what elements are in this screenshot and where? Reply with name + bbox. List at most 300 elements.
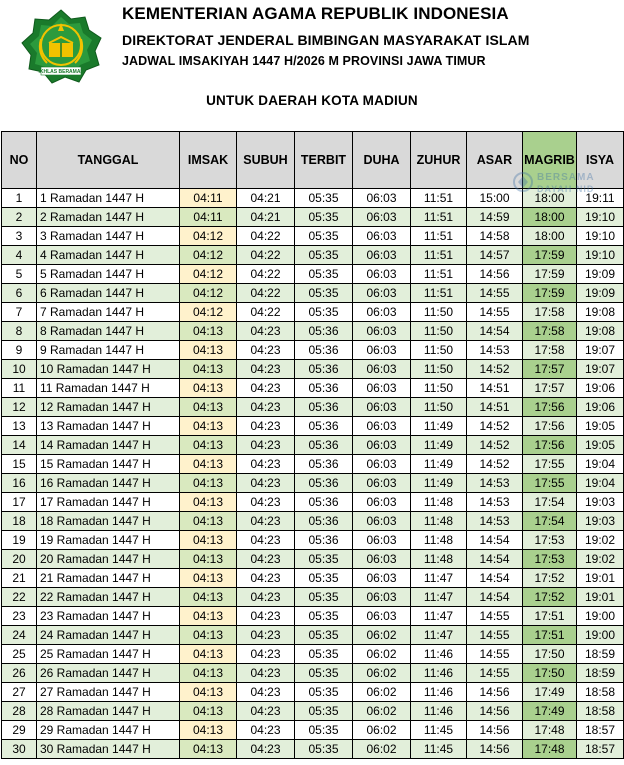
cell-magrib: 17:57 — [523, 360, 577, 379]
cell-isya: 19:05 — [577, 436, 624, 455]
cell-zuhur: 11:46 — [411, 645, 467, 664]
cell-duha: 06:03 — [353, 303, 411, 322]
cell-terbit: 05:36 — [295, 455, 353, 474]
cell-asar: 14:53 — [467, 493, 523, 512]
cell-duha: 06:02 — [353, 721, 411, 740]
cell-zuhur: 11:51 — [411, 246, 467, 265]
cell-zuhur: 11:49 — [411, 417, 467, 436]
table-row — [2, 721, 624, 740]
imsakiyah-table — [1, 131, 624, 759]
cell-terbit: 05:35 — [295, 683, 353, 702]
cell-imsak: 04:13 — [180, 322, 237, 341]
ministry-title: KEMENTERIAN AGAMA REPUBLIK INDONESIA — [122, 4, 509, 23]
cell-duha: 06:02 — [353, 645, 411, 664]
cell-tanggal: 5 Ramadan 1447 H — [37, 265, 180, 284]
table-row — [2, 303, 624, 322]
cell-subuh: 04:23 — [237, 645, 295, 664]
cell-tanggal: 14 Ramadan 1447 H — [37, 436, 180, 455]
cell-magrib: 17:49 — [523, 683, 577, 702]
cell-asar: 14:52 — [467, 360, 523, 379]
cell-tanggal: 2 Ramadan 1447 H — [37, 208, 180, 227]
cell-subuh: 04:23 — [237, 740, 295, 759]
cell-imsak: 04:13 — [180, 379, 237, 398]
cell-asar: 14:52 — [467, 436, 523, 455]
cell-terbit: 05:35 — [295, 303, 353, 322]
cell-magrib: 17:52 — [523, 569, 577, 588]
col-header-subuh: SUBUH — [237, 132, 295, 189]
cell-magrib: 17:58 — [523, 322, 577, 341]
cell-isya: 19:09 — [577, 265, 624, 284]
cell-zuhur: 11:50 — [411, 379, 467, 398]
cell-isya: 19:04 — [577, 455, 624, 474]
table-row — [2, 398, 624, 417]
cell-tanggal: 28 Ramadan 1447 H — [37, 702, 180, 721]
col-header-zuhur: ZUHUR — [411, 132, 467, 189]
table-row — [2, 284, 624, 303]
cell-zuhur: 11:51 — [411, 265, 467, 284]
cell-subuh: 04:22 — [237, 265, 295, 284]
cell-imsak: 04:13 — [180, 398, 237, 417]
cell-isya: 19:10 — [577, 246, 624, 265]
cell-isya: 19:03 — [577, 512, 624, 531]
cell-magrib: 18:00 — [523, 189, 577, 208]
cell-asar: 14:56 — [467, 265, 523, 284]
table-row — [2, 588, 624, 607]
cell-no: 10 — [2, 360, 37, 379]
cell-no: 9 — [2, 341, 37, 360]
cell-no: 24 — [2, 626, 37, 645]
cell-imsak: 04:13 — [180, 702, 237, 721]
table-row — [2, 474, 624, 493]
cell-no: 14 — [2, 436, 37, 455]
cell-isya: 18:59 — [577, 664, 624, 683]
cell-zuhur: 11:50 — [411, 322, 467, 341]
cell-magrib: 17:50 — [523, 645, 577, 664]
cell-duha: 06:03 — [353, 493, 411, 512]
cell-zuhur: 11:47 — [411, 607, 467, 626]
cell-subuh: 04:23 — [237, 626, 295, 645]
directorate-title: DIREKTORAT JENDERAL BIMBINGAN MASYARAKAT ISLAM — [122, 32, 530, 48]
cell-duha: 06:03 — [353, 284, 411, 303]
table-row — [2, 360, 624, 379]
table-row — [2, 702, 624, 721]
cell-magrib: 17:53 — [523, 531, 577, 550]
cell-magrib: 17:57 — [523, 379, 577, 398]
cell-asar: 14:55 — [467, 626, 523, 645]
cell-no: 3 — [2, 227, 37, 246]
cell-no: 1 — [2, 189, 37, 208]
cell-isya: 19:00 — [577, 607, 624, 626]
cell-zuhur: 11:50 — [411, 341, 467, 360]
cell-no: 18 — [2, 512, 37, 531]
cell-zuhur: 11:49 — [411, 436, 467, 455]
cell-magrib: 17:55 — [523, 455, 577, 474]
cell-subuh: 04:23 — [237, 322, 295, 341]
cell-duha: 06:03 — [353, 322, 411, 341]
cell-zuhur: 11:47 — [411, 626, 467, 645]
cell-subuh: 04:23 — [237, 455, 295, 474]
cell-no: 19 — [2, 531, 37, 550]
table-row — [2, 645, 624, 664]
cell-tanggal: 10 Ramadan 1447 H — [37, 360, 180, 379]
cell-duha: 06:03 — [353, 588, 411, 607]
cell-subuh: 04:22 — [237, 227, 295, 246]
cell-terbit: 05:35 — [295, 284, 353, 303]
cell-subuh: 04:23 — [237, 341, 295, 360]
cell-asar: 14:54 — [467, 550, 523, 569]
cell-subuh: 04:23 — [237, 721, 295, 740]
col-header-asar: ASAR — [467, 132, 523, 189]
cell-imsak: 04:12 — [180, 284, 237, 303]
cell-subuh: 04:21 — [237, 189, 295, 208]
cell-imsak: 04:12 — [180, 246, 237, 265]
cell-duha: 06:02 — [353, 702, 411, 721]
logo-text: IKHLAS BERAMAL — [38, 69, 84, 76]
table-row — [2, 493, 624, 512]
cell-duha: 06:02 — [353, 740, 411, 759]
cell-duha: 06:03 — [353, 436, 411, 455]
cell-duha: 06:02 — [353, 664, 411, 683]
table-row — [2, 683, 624, 702]
cell-no: 17 — [2, 493, 37, 512]
cell-tanggal: 23 Ramadan 1447 H — [37, 607, 180, 626]
kemenag-logo-icon — [19, 9, 103, 85]
cell-tanggal: 20 Ramadan 1447 H — [37, 550, 180, 569]
cell-tanggal: 13 Ramadan 1447 H — [37, 417, 180, 436]
cell-magrib: 17:56 — [523, 436, 577, 455]
table-row — [2, 531, 624, 550]
cell-subuh: 04:23 — [237, 702, 295, 721]
cell-terbit: 05:36 — [295, 493, 353, 512]
cell-asar: 14:53 — [467, 512, 523, 531]
cell-terbit: 05:35 — [295, 265, 353, 284]
cell-duha: 06:03 — [353, 474, 411, 493]
cell-terbit: 05:36 — [295, 531, 353, 550]
cell-zuhur: 11:48 — [411, 493, 467, 512]
table-row — [2, 455, 624, 474]
cell-tanggal: 29 Ramadan 1447 H — [37, 721, 180, 740]
col-header-tanggal: TANGGAL — [37, 132, 180, 189]
cell-magrib: 17:55 — [523, 474, 577, 493]
cell-zuhur: 11:51 — [411, 189, 467, 208]
cell-terbit: 05:35 — [295, 721, 353, 740]
cell-asar: 14:55 — [467, 645, 523, 664]
cell-magrib: 17:54 — [523, 493, 577, 512]
cell-tanggal: 22 Ramadan 1447 H — [37, 588, 180, 607]
cell-tanggal: 1 Ramadan 1447 H — [37, 189, 180, 208]
cell-tanggal: 19 Ramadan 1447 H — [37, 531, 180, 550]
cell-zuhur: 11:45 — [411, 740, 467, 759]
cell-subuh: 04:22 — [237, 284, 295, 303]
table-row — [2, 417, 624, 436]
cell-isya: 19:06 — [577, 379, 624, 398]
cell-tanggal: 15 Ramadan 1447 H — [37, 455, 180, 474]
cell-terbit: 05:36 — [295, 360, 353, 379]
cell-terbit: 05:36 — [295, 417, 353, 436]
cell-magrib: 17:56 — [523, 417, 577, 436]
table-row — [2, 246, 624, 265]
cell-isya: 19:08 — [577, 322, 624, 341]
cell-duha: 06:03 — [353, 455, 411, 474]
cell-zuhur: 11:49 — [411, 455, 467, 474]
watermark-line2: DAYAH NID — [537, 184, 595, 194]
cell-no: 22 — [2, 588, 37, 607]
cell-duha: 06:03 — [353, 227, 411, 246]
cell-asar: 14:54 — [467, 322, 523, 341]
cell-isya: 19:01 — [577, 588, 624, 607]
cell-imsak: 04:13 — [180, 588, 237, 607]
region-title: UNTUK DAERAH KOTA MADIUN — [206, 93, 418, 108]
cell-tanggal: 3 Ramadan 1447 H — [37, 227, 180, 246]
cell-terbit: 05:35 — [295, 246, 353, 265]
cell-duha: 06:03 — [353, 550, 411, 569]
cell-isya: 18:57 — [577, 740, 624, 759]
cell-no: 8 — [2, 322, 37, 341]
cell-subuh: 04:23 — [237, 474, 295, 493]
cell-duha: 06:03 — [353, 512, 411, 531]
cell-tanggal: 11 Ramadan 1447 H — [37, 379, 180, 398]
cell-asar: 14:51 — [467, 398, 523, 417]
schedule-title: JADWAL IMSAKIYAH 1447 H/2026 M PROVINSI JAWA TIMUR — [122, 54, 486, 68]
cell-imsak: 04:13 — [180, 607, 237, 626]
cell-no: 23 — [2, 607, 37, 626]
cell-zuhur: 11:51 — [411, 227, 467, 246]
cell-imsak: 04:13 — [180, 512, 237, 531]
cell-terbit: 05:35 — [295, 645, 353, 664]
cell-duha: 06:03 — [353, 246, 411, 265]
cell-no: 29 — [2, 721, 37, 740]
cell-isya: 19:08 — [577, 303, 624, 322]
cell-duha: 06:03 — [353, 607, 411, 626]
cell-asar: 14:55 — [467, 664, 523, 683]
cell-zuhur: 11:51 — [411, 208, 467, 227]
cell-subuh: 04:23 — [237, 664, 295, 683]
cell-tanggal: 8 Ramadan 1447 H — [37, 322, 180, 341]
cell-magrib: 18:00 — [523, 227, 577, 246]
cell-no: 30 — [2, 740, 37, 759]
cell-magrib: 17:50 — [523, 664, 577, 683]
cell-asar: 14:51 — [467, 379, 523, 398]
cell-asar: 14:55 — [467, 284, 523, 303]
cell-duha: 06:03 — [353, 341, 411, 360]
cell-magrib: 17:48 — [523, 740, 577, 759]
cell-tanggal: 18 Ramadan 1447 H — [37, 512, 180, 531]
table-header-row — [2, 132, 624, 189]
cell-imsak: 04:13 — [180, 683, 237, 702]
cell-isya: 19:04 — [577, 474, 624, 493]
cell-zuhur: 11:50 — [411, 303, 467, 322]
cell-magrib: 17:51 — [523, 607, 577, 626]
cell-no: 16 — [2, 474, 37, 493]
cell-magrib: 17:59 — [523, 246, 577, 265]
cell-asar: 14:54 — [467, 531, 523, 550]
cell-asar: 14:53 — [467, 474, 523, 493]
cell-isya: 19:07 — [577, 360, 624, 379]
cell-subuh: 04:21 — [237, 208, 295, 227]
cell-isya: 18:58 — [577, 702, 624, 721]
cell-asar: 14:55 — [467, 303, 523, 322]
cell-asar: 14:54 — [467, 588, 523, 607]
cell-asar: 14:56 — [467, 740, 523, 759]
cell-zuhur: 11:47 — [411, 588, 467, 607]
cell-terbit: 05:35 — [295, 208, 353, 227]
cell-tanggal: 27 Ramadan 1447 H — [37, 683, 180, 702]
cell-tanggal: 25 Ramadan 1447 H — [37, 645, 180, 664]
table-row — [2, 322, 624, 341]
cell-isya: 18:59 — [577, 645, 624, 664]
table-row — [2, 436, 624, 455]
table-row — [2, 550, 624, 569]
cell-imsak: 04:12 — [180, 303, 237, 322]
table-row — [2, 189, 624, 208]
cell-isya: 19:10 — [577, 227, 624, 246]
table-row — [2, 208, 624, 227]
cell-magrib: 17:58 — [523, 341, 577, 360]
cell-magrib: 17:49 — [523, 702, 577, 721]
cell-zuhur: 11:45 — [411, 721, 467, 740]
cell-duha: 06:03 — [353, 265, 411, 284]
cell-asar: 14:52 — [467, 417, 523, 436]
cell-zuhur: 11:51 — [411, 284, 467, 303]
cell-subuh: 04:23 — [237, 436, 295, 455]
cell-isya: 19:03 — [577, 493, 624, 512]
cell-imsak: 04:11 — [180, 208, 237, 227]
cell-subuh: 04:23 — [237, 588, 295, 607]
cell-duha: 06:03 — [353, 531, 411, 550]
cell-terbit: 05:36 — [295, 379, 353, 398]
cell-subuh: 04:22 — [237, 303, 295, 322]
table-row — [2, 341, 624, 360]
cell-magrib: 18:00 — [523, 208, 577, 227]
cell-imsak: 04:13 — [180, 455, 237, 474]
cell-subuh: 04:23 — [237, 493, 295, 512]
cell-subuh: 04:23 — [237, 512, 295, 531]
cell-tanggal: 9 Ramadan 1447 H — [37, 341, 180, 360]
cell-terbit: 05:35 — [295, 227, 353, 246]
cell-duha: 06:03 — [353, 417, 411, 436]
cell-imsak: 04:13 — [180, 360, 237, 379]
cell-terbit: 05:35 — [295, 189, 353, 208]
cell-tanggal: 30 Ramadan 1447 H — [37, 740, 180, 759]
cell-magrib: 17:51 — [523, 626, 577, 645]
cell-asar: 14:57 — [467, 246, 523, 265]
cell-tanggal: 7 Ramadan 1447 H — [37, 303, 180, 322]
table-row — [2, 512, 624, 531]
cell-asar: 14:52 — [467, 455, 523, 474]
cell-zuhur: 11:47 — [411, 569, 467, 588]
cell-imsak: 04:13 — [180, 493, 237, 512]
cell-tanggal: 24 Ramadan 1447 H — [37, 626, 180, 645]
col-header-magrib: MAGRIB — [523, 132, 577, 189]
cell-no: 5 — [2, 265, 37, 284]
cell-tanggal: 26 Ramadan 1447 H — [37, 664, 180, 683]
cell-zuhur: 11:48 — [411, 512, 467, 531]
table-row — [2, 379, 624, 398]
cell-imsak: 04:13 — [180, 721, 237, 740]
cell-no: 20 — [2, 550, 37, 569]
cell-asar: 14:53 — [467, 341, 523, 360]
cell-zuhur: 11:50 — [411, 398, 467, 417]
cell-no: 7 — [2, 303, 37, 322]
cell-magrib: 17:56 — [523, 398, 577, 417]
cell-tanggal: 12 Ramadan 1447 H — [37, 398, 180, 417]
cell-subuh: 04:23 — [237, 379, 295, 398]
col-header-no: NO — [2, 132, 37, 189]
table-row — [2, 626, 624, 645]
cell-asar: 14:54 — [467, 569, 523, 588]
cell-asar: 15:00 — [467, 189, 523, 208]
cell-no: 15 — [2, 455, 37, 474]
cell-no: 11 — [2, 379, 37, 398]
col-header-terbit: TERBIT — [295, 132, 353, 189]
cell-terbit: 05:36 — [295, 512, 353, 531]
cell-isya: 19:02 — [577, 550, 624, 569]
cell-terbit: 05:35 — [295, 626, 353, 645]
cell-imsak: 04:13 — [180, 474, 237, 493]
cell-zuhur: 11:46 — [411, 683, 467, 702]
cell-isya: 19:10 — [577, 208, 624, 227]
cell-imsak: 04:13 — [180, 531, 237, 550]
cell-isya: 19:09 — [577, 284, 624, 303]
table-row — [2, 569, 624, 588]
cell-isya: 19:02 — [577, 531, 624, 550]
cell-subuh: 04:22 — [237, 246, 295, 265]
col-header-isya: ISYA — [577, 132, 624, 189]
cell-subuh: 04:23 — [237, 607, 295, 626]
cell-zuhur: 11:48 — [411, 550, 467, 569]
cell-isya: 18:58 — [577, 683, 624, 702]
cell-no: 26 — [2, 664, 37, 683]
cell-terbit: 05:35 — [295, 740, 353, 759]
table-row — [2, 265, 624, 284]
cell-terbit: 05:36 — [295, 398, 353, 417]
cell-terbit: 05:35 — [295, 550, 353, 569]
cell-imsak: 04:13 — [180, 436, 237, 455]
cell-no: 27 — [2, 683, 37, 702]
cell-no: 28 — [2, 702, 37, 721]
cell-asar: 14:55 — [467, 607, 523, 626]
cell-imsak: 04:12 — [180, 227, 237, 246]
cell-no: 6 — [2, 284, 37, 303]
cell-tanggal: 16 Ramadan 1447 H — [37, 474, 180, 493]
cell-duha: 06:03 — [353, 379, 411, 398]
cell-isya: 19:06 — [577, 398, 624, 417]
cell-tanggal: 4 Ramadan 1447 H — [37, 246, 180, 265]
cell-zuhur: 11:46 — [411, 664, 467, 683]
cell-magrib: 17:59 — [523, 265, 577, 284]
cell-asar: 14:56 — [467, 721, 523, 740]
table-row — [2, 227, 624, 246]
cell-duha: 06:03 — [353, 569, 411, 588]
cell-terbit: 05:36 — [295, 341, 353, 360]
cell-zuhur: 11:49 — [411, 474, 467, 493]
cell-imsak: 04:13 — [180, 664, 237, 683]
cell-asar: 14:59 — [467, 208, 523, 227]
cell-subuh: 04:23 — [237, 360, 295, 379]
table-row — [2, 740, 624, 759]
cell-isya: 19:07 — [577, 341, 624, 360]
cell-magrib: 17:58 — [523, 303, 577, 322]
cell-duha: 06:03 — [353, 189, 411, 208]
cell-subuh: 04:23 — [237, 398, 295, 417]
cell-imsak: 04:13 — [180, 645, 237, 664]
cell-terbit: 05:35 — [295, 664, 353, 683]
cell-subuh: 04:23 — [237, 683, 295, 702]
cell-magrib: 17:54 — [523, 512, 577, 531]
cell-magrib: 17:52 — [523, 588, 577, 607]
cell-imsak: 04:11 — [180, 189, 237, 208]
cell-no: 2 — [2, 208, 37, 227]
